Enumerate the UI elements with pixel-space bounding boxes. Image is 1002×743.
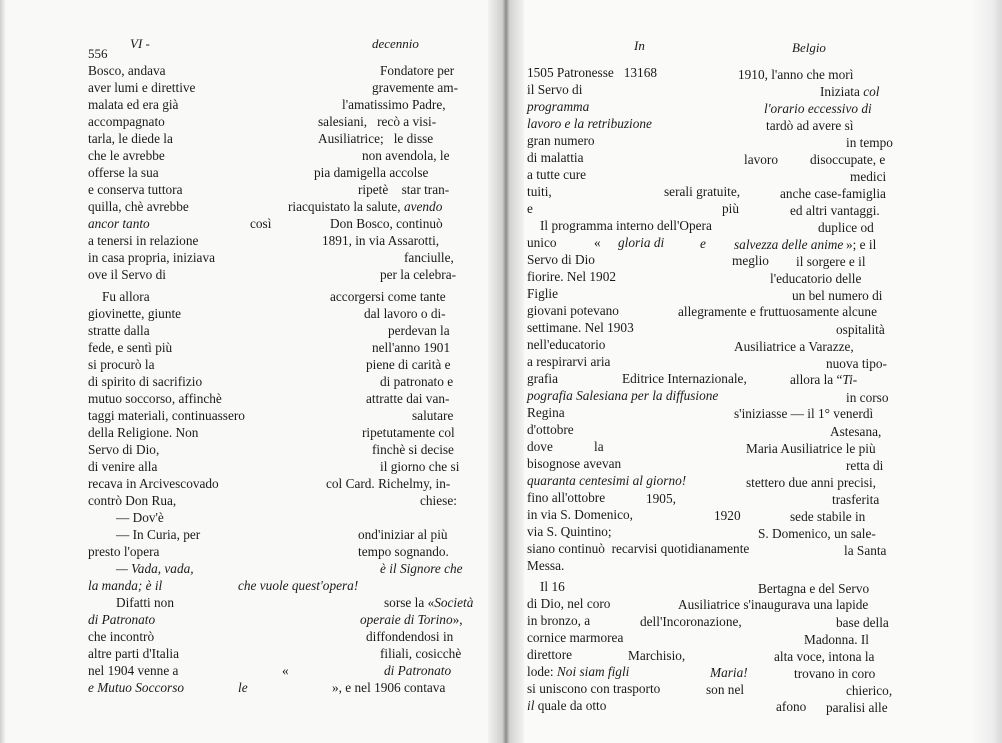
text-span: allegramente e fruttuosamente alcune [678, 304, 877, 319]
text-span: « [594, 235, 601, 250]
text-span: nell'anno 1901 [372, 340, 451, 355]
text-span: », e nel 1906 contava [332, 680, 446, 695]
text-span: chiese: [420, 493, 457, 508]
text-span: il giorno che si [380, 459, 460, 474]
text-span: avendo [403, 199, 443, 214]
text-span: 1891, in via Assarotti, [322, 233, 440, 248]
text-span: accompagnato [88, 114, 165, 129]
text-span: di spirito di sacrifizio [88, 374, 203, 389]
text-span: pografia Salesiana per la diffusione [527, 388, 719, 403]
running-head-left: VI - [130, 36, 150, 51]
text-span: disoccupate, e [810, 152, 886, 167]
text-span: gravemente am- [372, 80, 459, 95]
text-span: « [282, 663, 289, 678]
text-span: finchè si decise [372, 442, 454, 457]
text-span: lode: [527, 664, 557, 679]
text-span: di venire alla [88, 459, 158, 474]
text-span: la Santa [844, 543, 887, 558]
text-span: l'educatorio delle [770, 271, 862, 286]
text-span: 1905, [646, 491, 676, 506]
text-span: programma [527, 99, 590, 114]
text-span: perdevan la [388, 323, 450, 338]
text-span: in corso [846, 390, 889, 405]
text-span: retta di [846, 458, 884, 473]
text-span: S. Domenico, un sale- [758, 526, 876, 541]
text-span: tuiti, [527, 184, 552, 199]
text-span: Messa. [527, 558, 565, 573]
text-span: base della [836, 615, 889, 630]
running-head-center-left: decennio [372, 36, 419, 51]
text-span: nell'educatorio [527, 337, 606, 352]
text-span: unico [527, 235, 557, 250]
text-span: Madonna. Il [804, 632, 869, 647]
text-span: che vuole quest'opera! [238, 578, 359, 593]
text-span: dove [527, 439, 553, 454]
text-span: nuova tipo- [826, 356, 887, 371]
text-span: più [722, 201, 739, 216]
book-gutter [488, 0, 524, 743]
text-span: Servo di Dio, [88, 442, 160, 457]
text-span: quale da otto [534, 698, 607, 713]
text-span: l'orario eccessivo di [764, 101, 872, 116]
text-span: serali gratuite, [664, 184, 741, 199]
text-span: afono [776, 699, 807, 714]
text-span: quilla, chè avrebbe [88, 199, 189, 214]
text-span: Ausiliatrice s'inaugurava una lapide [678, 597, 869, 612]
text-span: tardò ad avere sì [766, 118, 854, 133]
text-span: nel 1904 venne a [88, 663, 179, 678]
text-span: ove il Servo di [88, 267, 166, 282]
text-span: gloria di [618, 235, 665, 250]
text-span: Don Bosco, continuò [330, 216, 443, 231]
text-span: Il 16 [540, 579, 565, 594]
running-head-center-right: In [634, 38, 645, 53]
text-span: Marchisio, [628, 648, 686, 663]
text-span: salvezza delle anime [734, 237, 844, 252]
text-span: si uniscono con trasporto [527, 681, 661, 696]
text-span: di Dio, nel coro [527, 596, 611, 611]
text-span: s'iniziasse — il 1° venerdì [734, 406, 874, 421]
text-span: fanciulle, [404, 250, 454, 265]
text-span: dell'Incoronazione, [640, 614, 742, 629]
text-span: fino all'ottobre [527, 490, 606, 505]
left-page-edge [0, 0, 6, 743]
text-span: così [250, 216, 272, 231]
text-span: col [863, 84, 880, 99]
text-span: Regina [527, 405, 565, 420]
text-span: quaranta centesimi al giorno! [527, 473, 687, 488]
text-span: fede, e sentì più [88, 340, 173, 355]
text-span: — Vada, vada, [116, 561, 194, 576]
text-span: trovano in coro [794, 666, 876, 681]
text-span: Iniziata [820, 84, 864, 99]
text-span: ancor tanto [88, 216, 150, 231]
text-span: contrò Don Rua, [88, 493, 177, 508]
text-span: il [527, 698, 535, 713]
text-span: Bertagna e del Servo [758, 581, 870, 596]
text-span: stettero due anni precisi, [746, 475, 876, 490]
right-page-edge [972, 0, 1002, 743]
text-span: allora la “ [790, 372, 843, 387]
text-span: meglio [732, 253, 769, 268]
text-span: direttore [527, 647, 573, 662]
text-span: sorse la « [384, 595, 435, 610]
text-span: diffondendosi in [366, 629, 454, 644]
text-span: trasferita [832, 492, 880, 507]
text-span: malata ed era già [88, 97, 179, 112]
text-span: ed altri vantaggi. [790, 203, 880, 218]
text-span: anche case-famiglia [780, 186, 886, 201]
text-span: tempo sognando. [358, 544, 449, 559]
text-span: le [238, 680, 248, 695]
text-span: giovinette, giunte [88, 306, 182, 321]
text-span: l'amatissimo Padre, [342, 97, 446, 112]
text-span: la [594, 439, 604, 454]
text-span: filiali, cosicchè [380, 646, 462, 661]
text-span: ripetutamente col [362, 425, 455, 440]
text-span: della Religione. Non [88, 425, 199, 440]
text-span: lavoro [744, 152, 778, 167]
text-span: — Dov'è [116, 510, 164, 525]
text-span: siano continuò recarvisi quotidianamente [527, 541, 750, 556]
page-number: 556 [88, 46, 108, 61]
text-span: lavoro e la retribuzione [527, 116, 652, 131]
text-span: a tenersi in relazione [88, 233, 199, 248]
text-span: salutare [412, 408, 454, 423]
text-span: Maria! [710, 665, 748, 680]
text-span: Noi siam figli [556, 664, 630, 679]
text-span: dal lavoro o di- [364, 306, 446, 321]
text-span: stratte dalla [88, 323, 150, 338]
text-span: un bel numero di [792, 288, 883, 303]
text-span: e [700, 236, 706, 251]
text-span: il sorgere e il [796, 254, 866, 269]
text-span: riacquistato la salute, [288, 199, 404, 214]
text-span: mutuo soccorso, affinchè [88, 391, 222, 406]
text-span: operaie di Torino [360, 612, 453, 627]
text-span: Bosco, andava [88, 63, 166, 78]
text-span: col Card. Richelmy, in- [326, 476, 451, 491]
text-span: è il Signore che [380, 561, 463, 576]
text-span: a tutte cure [527, 167, 587, 182]
text-span: di patronato e [380, 374, 454, 389]
text-span: Editrice Internazionale, [622, 371, 747, 386]
text-span: il Servo di [527, 82, 583, 97]
text-span: in via S. Domenico, [527, 507, 633, 522]
text-span: in casa propria, iniziava [88, 250, 216, 265]
text-span: Astesana, [830, 424, 882, 439]
running-head-right: Belgio [792, 40, 826, 55]
text-span: », [452, 612, 463, 627]
text-span: si procurò la [88, 357, 155, 372]
text-span: attratte dai van- [366, 391, 450, 406]
text-span: e conserva tuttora [88, 182, 183, 197]
text-span: Maria Ausiliatrice le più [746, 441, 876, 456]
text-span: non avendola, le [362, 148, 450, 163]
text-span: a respirarvi aria [527, 354, 611, 369]
text-span: presto l'opera [88, 544, 160, 559]
text-span: Fu allora [102, 289, 150, 304]
text-span: offerse la sua [88, 165, 159, 180]
text-span: accorgersi come tante [330, 289, 446, 304]
text-span: tarla, le diede la [88, 131, 173, 146]
text-span: »; e il [846, 237, 877, 252]
text-span: piene di carità e [366, 357, 451, 372]
text-span: gran numero [527, 133, 595, 148]
text-span: cornice marmorea [527, 630, 624, 645]
text-span: Il programma interno dell'Opera [540, 218, 712, 233]
text-span: Servo di Dio [527, 252, 595, 267]
text-span: taggi materiali, continuassero [88, 408, 245, 423]
text-span: medici [850, 169, 887, 184]
text-span: che incontrò [88, 629, 155, 644]
text-span: 1920 [714, 508, 741, 523]
text-span: in tempo [846, 135, 893, 150]
text-span: di malattia [527, 150, 584, 165]
text-span: 1910, l'anno che morì [738, 67, 854, 82]
text-span: son nel [706, 682, 745, 697]
text-span: aver lumi e direttive [88, 80, 196, 95]
text-span: paralisi alle [826, 700, 888, 715]
text-span: Società [434, 595, 474, 610]
text-span: 1505 Patronesse 13168 [527, 65, 658, 80]
text-span: chierico, [846, 683, 893, 698]
text-span: e [527, 201, 533, 216]
text-span: e Mutuo Soccorso [88, 680, 185, 695]
text-span: pia damigella accolse [314, 165, 429, 180]
text-span: duplice od [818, 220, 874, 235]
text-span: grafia [527, 371, 559, 386]
text-span: Ausiliatrice a Varazze, [734, 339, 854, 354]
text-span: che le avrebbe [88, 148, 165, 163]
text-span: bisognose avevan [527, 456, 622, 471]
text-span: Ti- [842, 372, 858, 387]
text-span: — In Curia, per [116, 527, 201, 542]
text-span: Fondatore per [380, 63, 455, 78]
text-span: alta voce, intona la [774, 649, 875, 664]
text-span: ospitalità [836, 322, 885, 337]
text-span: la manda; è il [88, 578, 163, 593]
text-span: sede stabile in [790, 509, 866, 524]
text-span: salesiani, recò a visi- [318, 114, 437, 129]
text-span: settimane. Nel 1903 [527, 320, 634, 335]
text-span: di Patronato [88, 612, 156, 627]
text-span: giovani potevano [527, 303, 619, 318]
text-span: recava in Arcivescovado [88, 476, 219, 491]
text-span: Ausiliatrice; le disse [318, 131, 434, 146]
text-span: per la celebra- [380, 267, 457, 282]
text-span: fiorire. Nel 1902 [527, 269, 616, 284]
text-span: in bronzo, a [527, 613, 591, 628]
text-span: ripetè star tran- [358, 182, 450, 197]
text-span: ond'iniziar al più [358, 527, 448, 542]
text-span: Figlie [527, 286, 559, 301]
text-span: altre parti d'Italia [88, 646, 179, 661]
text-span: Difatti non [116, 595, 174, 610]
text-span: di Patronato [384, 663, 452, 678]
text-span: via S. Quintino; [527, 524, 612, 539]
text-span: d'ottobre [527, 422, 574, 437]
